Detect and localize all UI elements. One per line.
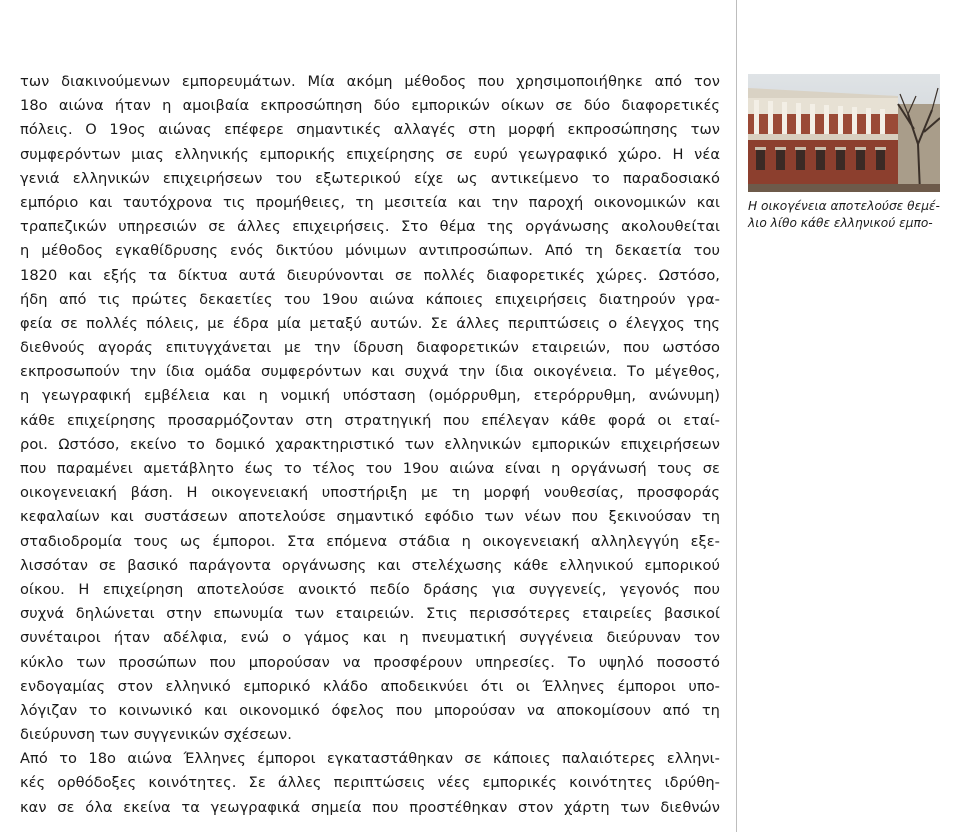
- text-line: εκπροσωπούν την ίδια ομάδα συμφερόντων και συχνά την ίδια οικογένεια. Το μέγεθος,: [20, 363, 720, 381]
- photo-caption: [748, 198, 948, 232]
- text-line: Από το 18ο αιώνα Έλληνες έμποροι εγκαταστάθηκαν σε κάποιες παλαιότερες ελληνι-: [20, 750, 720, 768]
- text-line: τραπεζικών υπηρεσιών σε άλλες επιχειρήσεις. Στο θέμα της οργάνωσης ακολουθείται: [20, 218, 720, 236]
- caption-line: λιο λίθο κάθε ελληνικού εμπο-: [748, 216, 933, 230]
- text-line: ήδη από τις πρώτες δεκαετίες του 19ου αιώνα κάποιες επιχειρήσεις διατηρούν γρα-: [20, 290, 720, 308]
- building-photo: [748, 74, 940, 192]
- text-line: σταδιοδρομία τους ως έμποροι. Στα επόμενα στάδια η οικογενειακή αλληλεγγύη εξε-: [20, 532, 720, 550]
- text-line: συνέταιροι ήταν αδέλφια, ενώ ο γάμος και η πνευματική συγγένεια διεύρυναν τον: [20, 629, 720, 647]
- text-line: οικογενειακή βάση. Η οικογενειακή υποστήριξη με τη μορφή νουθεσίας, προσφοράς: [20, 484, 720, 502]
- text-line: η γεωγραφική εμβέλεια και η νομική υπόσταση (ομόρρυθμη, ετερόρρυθμη, ανώνυμη): [20, 387, 720, 405]
- text-line: γενιά ελληνικών επιχειρήσεων του εξωτερικού είχε ως αντικείμενο το παραδοσιακό: [20, 169, 720, 187]
- text-line: κάθε επιχείρησης προσαρμόζονταν στη στρατηγική που επέλεγαν κάθε φορά οι εταί-: [20, 411, 720, 429]
- text-line: 18ο αιώνα ήταν η αμοιβαία εκπροσώπηση δύο εμπορικών οίκων σε δύο διαφορετικές: [20, 97, 720, 115]
- text-line: λόγιζαν το κοινωνικό και οικονομικό όφελος που μπορούσαν να αποκομίσουν από τη: [20, 701, 720, 719]
- text-line: των διακινούμενων εμπορευμάτων. Μία ακόμη μέθοδος που χρησιμοποιήθηκε από τον: [20, 73, 720, 90]
- text-line: κεφαλαίων και συστάσεων αποτελούσε σημαντικό εφόδιο των νέων που ξεκινούσαν τη: [20, 508, 720, 526]
- text-line: ροι. Ωστόσο, εκείνο το δομικό χαρακτηριστικό των ελληνικών εμπορικών επιχειρήσεων: [20, 435, 720, 453]
- text-line: κές ορθόδοξες κοινότητες. Σε άλλες περιπτώσεις νέες εμπορικές κοινότητες ιδρύθη-: [20, 774, 720, 792]
- text-line: πόλεις. Ο 19ος αιώνας επέφερε σημαντικές αλλαγές στη μορφή εκπροσώπησης των: [20, 121, 720, 139]
- text-line: λισσόταν σε βασικό παράγοντα οργάνωσης και στελέχωσης κάθε ελληνικού εμπορικού: [20, 556, 720, 574]
- column-divider: [736, 0, 737, 832]
- text-line: ενδογαμίας στον ελληνικό εμπορικό κλάδο αποδεικνύει ότι οι Έλληνες έμποροι υπο-: [20, 677, 720, 695]
- text-line: καν σε όλα εκείνα τα γεωγραφικά σημεία που προστέθηκαν στον χάρτη των διεθνών: [20, 798, 720, 816]
- text-line: συμφερόντων μιας ελληνικής εμπορικής επιχείρησης σε ευρύ γεωγραφικό χώρο. Η νέα: [20, 145, 720, 163]
- text-line: που παραμένει αμετάβλητο έως το τέλος του 19ου αιώνα είναι η οργάνωσή τους σε: [20, 460, 720, 477]
- text-line: οίκου. Η επιχείρηση αποτελούσε ανοικτό πεδίο δράσης για συγγενείς, γεγονός που: [20, 580, 720, 598]
- text-line: διεθνούς αγοράς επιτυγχάνεται με την ίδρυση διαφορετικών εταιρειών, που ωστόσο: [20, 339, 720, 357]
- text-line: φεία σε πολλές πόλεις, με έδρα μία μεταξύ αυτών. Σε άλλες περιπτώσεις ο έλεγχος της: [20, 314, 720, 332]
- text-line: η μέθοδος εγκαθίδρυσης ενός δικτύου μόνιμων αντιπροσώπων. Από τη δεκαετία του: [20, 242, 720, 260]
- text-line: συχνά δηλώνεται στην επωνυμία των εταιρειών. Στις περισσότερες εταιρείες βασικοί: [20, 605, 720, 623]
- caption-line: Η οικογένεια αποτελούσε θεμέ-: [748, 199, 940, 213]
- text-line: κύκλο των προσώπων που μπορούσαν να προσφέρουν υπηρεσίες. Το υψηλό ποσοστό: [20, 653, 720, 671]
- article-body: [20, 70, 720, 820]
- text-line-paragraph-end: διεύρυνση των συγγενικών σχέσεων.: [20, 726, 292, 744]
- text-line: εμπόριο και ταυτόχρονα τις προμήθειες, τη μεσιτεία και την παροχή οικονομικών και: [20, 193, 720, 211]
- text-line: 1820 και εξής τα δίκτυα αυτά διευρύνονται σε πολλές διαφορετικές χώρες. Ωστόσο,: [20, 266, 720, 284]
